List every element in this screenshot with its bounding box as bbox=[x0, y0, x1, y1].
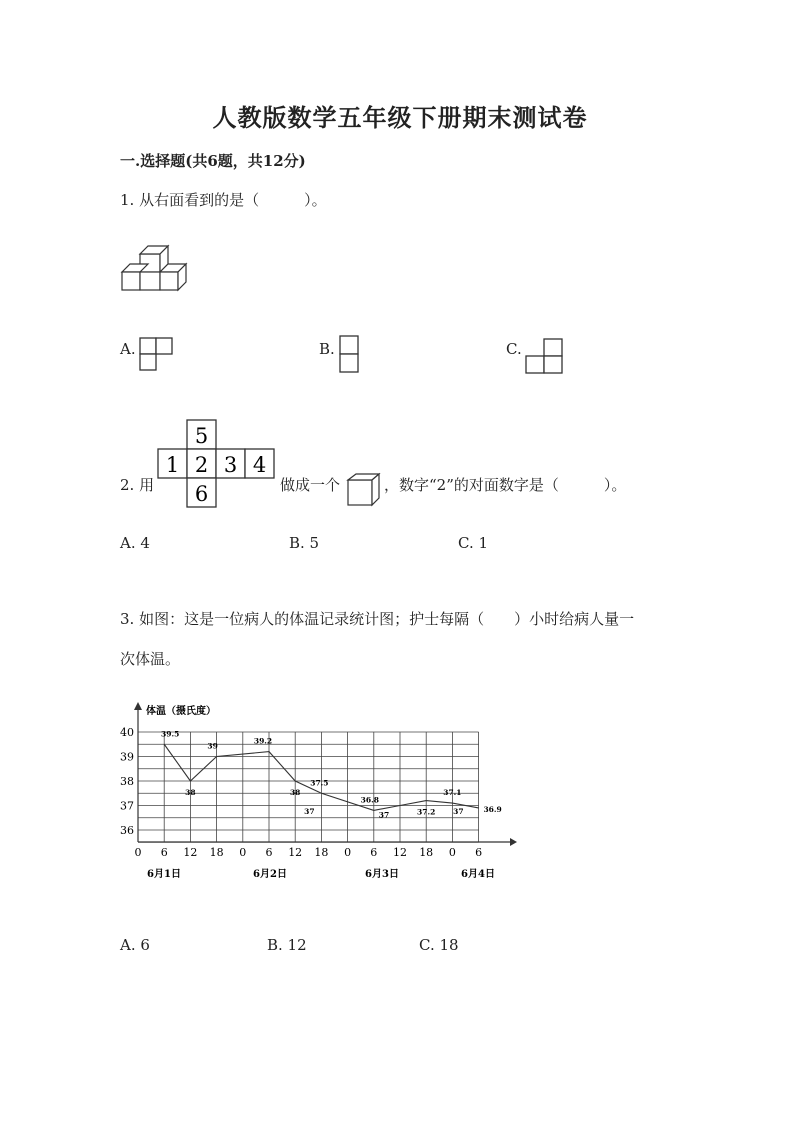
day-label: 6月2日 bbox=[253, 869, 287, 880]
y-tick-label: 38 bbox=[120, 775, 134, 788]
data-label: 39.5 bbox=[161, 729, 180, 739]
x-axis-arrow-icon bbox=[510, 838, 517, 846]
data-label: 38 bbox=[185, 788, 196, 797]
x-tick-label: 0 bbox=[134, 846, 142, 859]
question-1-option-a-label: A. bbox=[120, 340, 136, 358]
data-label-extra: 37 bbox=[304, 807, 315, 816]
x-tick-label: 18 bbox=[209, 846, 224, 859]
x-tick-label: 6 bbox=[370, 846, 378, 859]
data-label: 37.2 bbox=[417, 807, 436, 817]
data-label: 37.1 bbox=[443, 788, 462, 798]
x-tick-label: 18 bbox=[314, 846, 329, 859]
question-3-option-c: C. 18 bbox=[419, 936, 459, 954]
x-tick-label: 18 bbox=[419, 846, 434, 859]
question-2-option-c: C. 1 bbox=[458, 534, 489, 552]
x-tick-label: 0 bbox=[239, 846, 247, 859]
net-number-3: 3 bbox=[223, 453, 238, 477]
data-label: 39 bbox=[207, 741, 218, 751]
y-tick-label: 36 bbox=[120, 824, 134, 837]
page-title: 人教版数学五年级下册期末测试卷 bbox=[212, 103, 588, 132]
data-label: 39.2 bbox=[253, 736, 273, 746]
y-tick-label: 40 bbox=[120, 726, 134, 739]
data-label: 36.8 bbox=[360, 795, 379, 805]
y-axis-arrow-icon bbox=[134, 702, 142, 710]
day-label: 6月4日 bbox=[461, 869, 495, 880]
data-label: 37.5 bbox=[310, 778, 329, 788]
data-label-extra: 37 bbox=[453, 807, 464, 816]
question-3-stem-line-1: 3. 如图：这是一位病人的体温记录统计图；护士每隔（ ）小时给病人量一 bbox=[120, 610, 635, 628]
question-2-middle: 做成一个 bbox=[280, 476, 341, 494]
x-tick-label: 12 bbox=[183, 846, 198, 859]
question-2-option-b: B. 5 bbox=[289, 534, 320, 552]
net-number-4: 4 bbox=[252, 453, 267, 477]
question-2-cube-net bbox=[156, 418, 278, 510]
question-1-solid-figure bbox=[120, 242, 190, 294]
x-tick-label: 12 bbox=[288, 846, 303, 859]
x-tick-label: 6 bbox=[475, 846, 483, 859]
day-label: 6月1日 bbox=[147, 869, 181, 880]
question-1-option-c-label: C. bbox=[506, 340, 522, 358]
x-tick-label: 6 bbox=[160, 846, 168, 859]
question-1-option-c-figure bbox=[524, 338, 566, 376]
net-number-2: 2 bbox=[194, 453, 209, 477]
day-label: 6月3日 bbox=[365, 869, 399, 880]
y-tick-label: 37 bbox=[120, 799, 134, 813]
net-number-1: 1 bbox=[165, 453, 180, 477]
section-heading: 一.选择题(共6题，共12分) bbox=[120, 152, 306, 170]
question-2-option-a: A. 4 bbox=[120, 534, 150, 552]
question-2-prefix: 2. 用 bbox=[120, 476, 155, 494]
cube-icon bbox=[346, 472, 382, 508]
question-1-option-b-label: B. bbox=[319, 340, 335, 358]
net-number-6: 6 bbox=[194, 482, 209, 506]
data-label: 37 bbox=[378, 810, 390, 820]
question-1-option-a-figure bbox=[139, 337, 175, 373]
question-1-stem: 1. 从右面看到的是（ ）。 bbox=[120, 191, 327, 209]
data-label: 36.9 bbox=[483, 804, 502, 814]
question-3-option-b: B. 12 bbox=[267, 936, 307, 954]
question-3-option-a: A. 6 bbox=[120, 936, 150, 954]
x-tick-label: 12 bbox=[393, 846, 407, 859]
y-axis-title: 体温（摄氏度） bbox=[146, 706, 216, 717]
y-tick-label: 39 bbox=[120, 750, 134, 764]
question-1-option-b-figure bbox=[339, 335, 361, 375]
data-label: 38 bbox=[289, 788, 301, 797]
temperature-line-chart bbox=[120, 696, 530, 888]
x-tick-label: 6 bbox=[265, 846, 273, 859]
net-number-5: 5 bbox=[194, 424, 209, 448]
question-2-suffix: ，数字“2”的对面数字是（ ）。 bbox=[384, 476, 627, 494]
question-3-stem-line-2: 次体温。 bbox=[120, 650, 181, 668]
x-tick-label: 0 bbox=[344, 846, 352, 859]
x-tick-label: 0 bbox=[448, 846, 456, 859]
